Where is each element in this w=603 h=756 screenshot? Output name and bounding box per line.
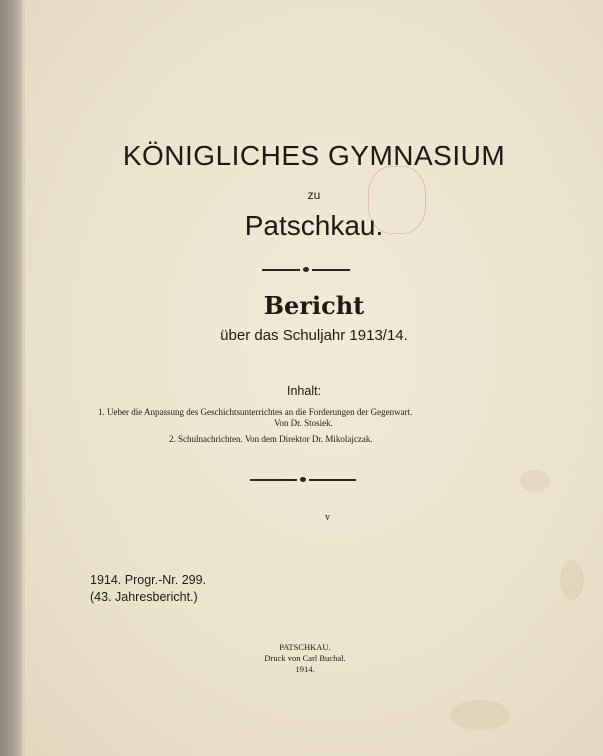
paper-stain bbox=[450, 700, 510, 730]
report-heading: Bericht bbox=[263, 291, 365, 320]
check-mark: v bbox=[325, 512, 330, 523]
ornament-divider bbox=[250, 477, 356, 483]
contents-item-1-author: Von Dr. Stosiek. bbox=[274, 418, 333, 428]
imprint-printer: Druck von Carl Buchal. bbox=[264, 653, 346, 663]
report-subtitle: über das Schuljahr 1913/14. bbox=[220, 327, 408, 344]
program-number: 1914. Progr.-Nr. 299. bbox=[90, 573, 207, 587]
school-title: KÖNIGLICHES GYMNASIUM bbox=[122, 140, 506, 171]
page-edge bbox=[22, 0, 25, 756]
imprint-year: 1914. bbox=[295, 664, 315, 674]
paper-stain bbox=[520, 470, 550, 492]
paper-stain bbox=[560, 560, 584, 600]
title-connector: zu bbox=[307, 188, 321, 202]
book-spine bbox=[0, 0, 22, 756]
imprint-place: PATSCHKAU. bbox=[279, 642, 331, 652]
annual-report-number: (43. Jahresbericht.) bbox=[90, 590, 198, 604]
ornament-divider bbox=[262, 267, 350, 273]
contents-label: Inhalt: bbox=[287, 384, 322, 398]
contents-item-1: 1. Ueber die Anpassung des Geschichtsunterrichtes an die Forderungen der Gegenwart. bbox=[98, 407, 413, 417]
contents-item-2: 2. Schulnachrichten. Von dem Direktor Dr. Mikolajczak. bbox=[169, 434, 373, 444]
city-name: Patschkau. bbox=[244, 210, 384, 241]
